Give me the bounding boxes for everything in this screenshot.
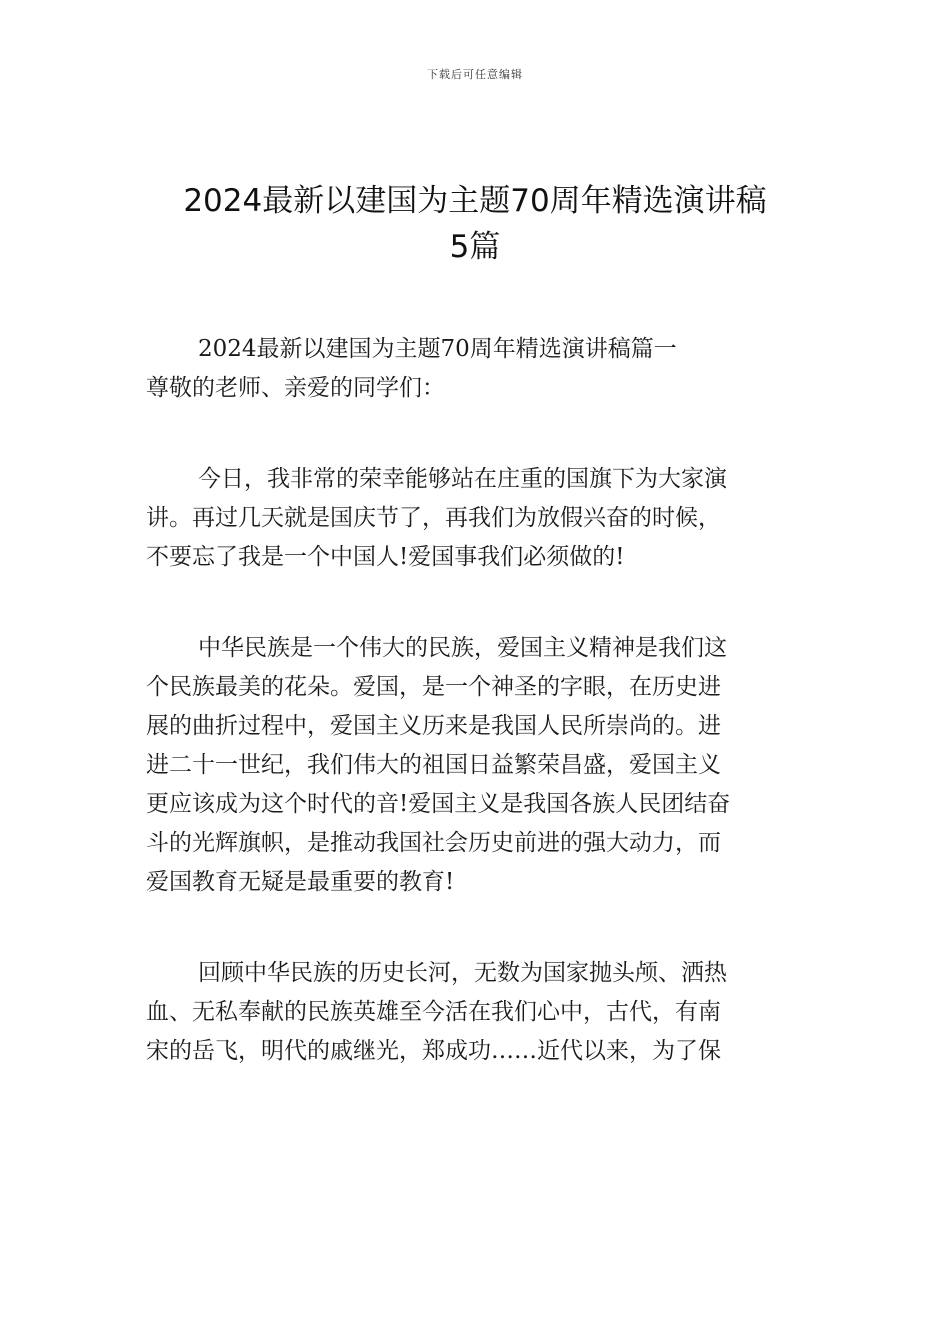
paragraph-line: 斗的光辉旗帜，是推动我国社会历史前进的强大动力，而 — [146, 830, 721, 856]
salutation: 尊敬的老师、亲爱的同学们： — [146, 375, 445, 401]
section-heading: 2024最新以建国为主题70周年精选演讲稿篇一 — [198, 336, 677, 362]
paragraph-line: 今日，我非常的荣幸能够站在庄重的国旗下为大家演 — [198, 466, 727, 492]
paragraph-1 — [146, 460, 806, 577]
paragraph-line: 爱国教育无疑是最重要的教育! — [146, 869, 455, 895]
header-note: 下载后可任意编辑 — [427, 68, 523, 81]
paragraph-line: 个民族最美的花朵。爱国，是一个神圣的字眼，在历史进 — [146, 674, 721, 700]
paragraph-line: 讲。再过几天就是国庆节了，再我们为放假兴奋的时候， — [146, 505, 721, 531]
paragraph-line: 宋的岳飞，明代的戚继光，郑成功……近代以来，为了保 — [146, 1038, 721, 1064]
paragraph-line: 展的曲折过程中，爱国主义历来是我国人民所崇尚的。进 — [146, 713, 721, 739]
paragraph-gap — [146, 902, 806, 954]
title-line-1: 2024最新以建国为主题70周年精选演讲稿 — [183, 183, 767, 219]
title-line-2: 5篇 — [449, 229, 501, 265]
paragraph-line: 进二十一世纪，我们伟大的祖国日益繁荣昌盛，爱国主义 — [146, 752, 721, 778]
paragraph-2 — [146, 629, 806, 902]
paragraph-line: 中华民族是一个伟大的民族，爱国主义精神是我们这 — [198, 635, 727, 661]
paragraph-gap — [146, 577, 806, 629]
document-title — [120, 178, 830, 270]
document-body — [146, 330, 806, 1071]
paragraph-line: 不要忘了我是一个中国人!爱国事我们必须做的! — [146, 544, 625, 570]
paragraph-line: 血、无私奉献的民族英雄至今活在我们心中，古代，有南 — [146, 999, 721, 1025]
paragraph-line: 更应该成为这个时代的音!爱国主义是我国各族人民团结奋 — [146, 791, 731, 817]
paragraph-line: 回顾中华民族的历史长河，无数为国家抛头颅、洒热 — [198, 960, 727, 986]
paragraph-gap — [146, 408, 806, 460]
paragraph-3 — [146, 954, 806, 1071]
